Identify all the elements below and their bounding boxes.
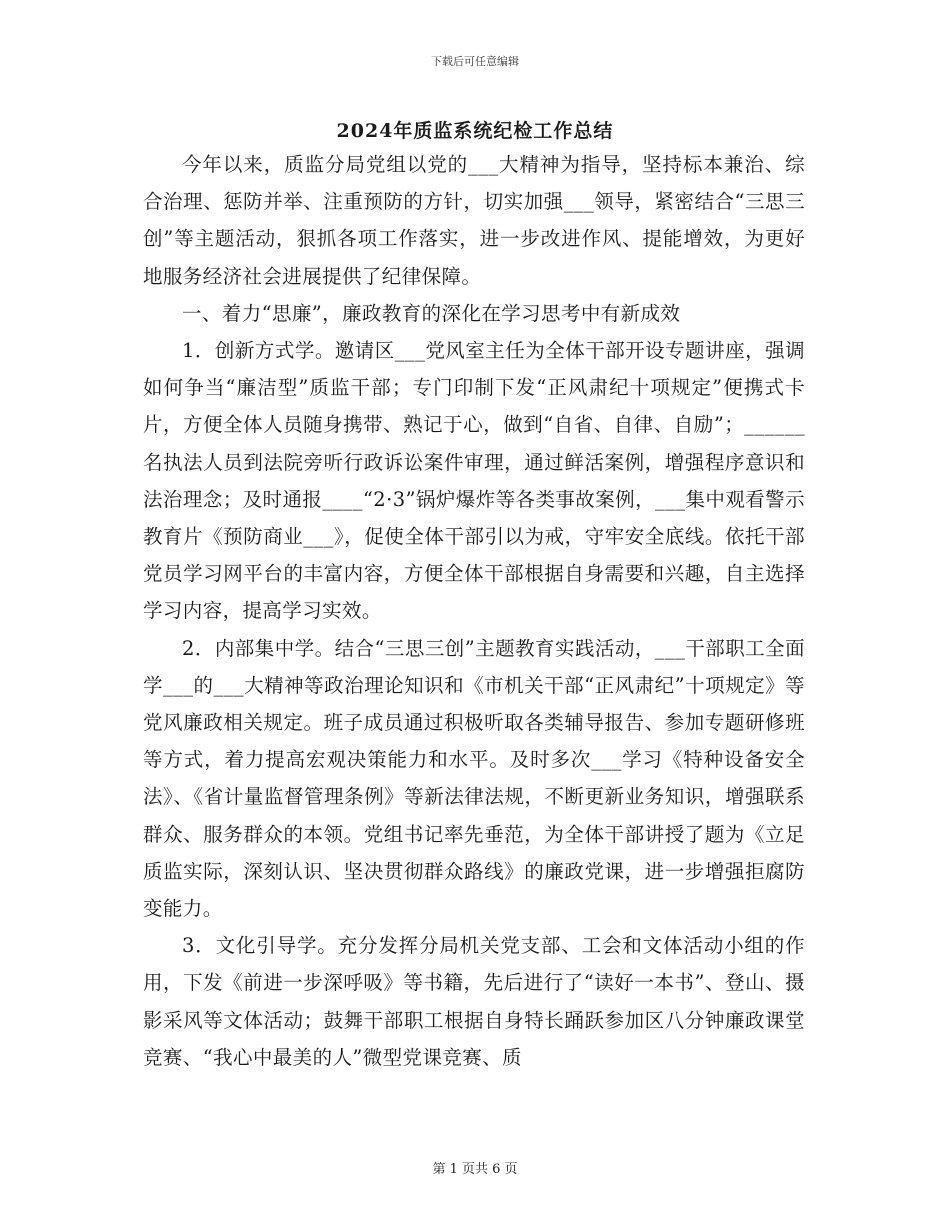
document-body: [143, 146, 805, 1076]
header-note: 下载后可任意编辑: [431, 55, 519, 68]
document-title: 2024年质监系统纪检工作总结: [336, 120, 614, 142]
section-heading-1: 一、着力“思廉”，廉政教育的深化在学习思考中有新成效: [182, 301, 681, 325]
paragraph-item-3: 3．文化引导学。充分发挥分局机关党支部、工会和文体活动小组的作用，下发《前进一步深呼吸》等书籍，先后进行了“读好一本书”、登山、摄影采风等文体活动；鼓舞干部职工根据自身特长踊跃参加区八分钟廉政课堂竞赛、“我心中最美的人”微型党课竞赛、质: [143, 934, 805, 1069]
paragraph-item-2: 2．内部集中学。结合“三思三创”主题教育实践活动，___干部职工全面学___的___大精神等政治理论知识和《市机关干部“正风肃纪”十项规定》等党风廉政相关规定。班子成员通过积极听取各类辅导报告、参加专题研修班等方式，着力提高宏观决策能力和水平。及时多次___学习《特种设备安全法》、《省计量监督管理条例》等新法律法规，不断更新业务知识，增强联系群众、服务群众的本领。党组书记率先垂范，为全体干部讲授了题为《立足质监实际，深刻认识、坚决贯彻群众路线》的廉政党课，进一步增强拒腐防变能力。: [143, 636, 805, 921]
page-number: 第 1 页共 6 页: [432, 1162, 518, 1177]
paragraph-item-1: 1．创新方式学。邀请区___党风室主任为全体干部开设专题讲座，强调如何争当“廉洁型”质监干部；专门印制下发“正风肃纪十项规定”便携式卡片，方便全体人员随身携带、熟记于心，做到“自省、自律、自励”；______名执法人员到法院旁听行政诉讼案件审理，通过鲜活案例，增强程序意识和法治理念；及时通报____“2·3”锅炉爆炸等各类事故案例，___集中观看警示教育片《预防商业___》，促使全体干部引以为戒，守牢安全底线。依托干部党员学习网平台的丰富内容，方便全体干部根据自身需要和兴趣，自主选择学习内容，提高学习实效。: [143, 339, 805, 623]
paragraph-intro: 今年以来，质监分局党组以党的___大精神为指导，坚持标本兼治、综合治理、惩防并举、注重预防的方针，切实加强___领导，紧密结合“三思三创”等主题活动，狠抓各项工作落实，进一步改进作风、提能增效，为更好地服务经济社会进展提供了纪律保障。: [143, 153, 805, 288]
